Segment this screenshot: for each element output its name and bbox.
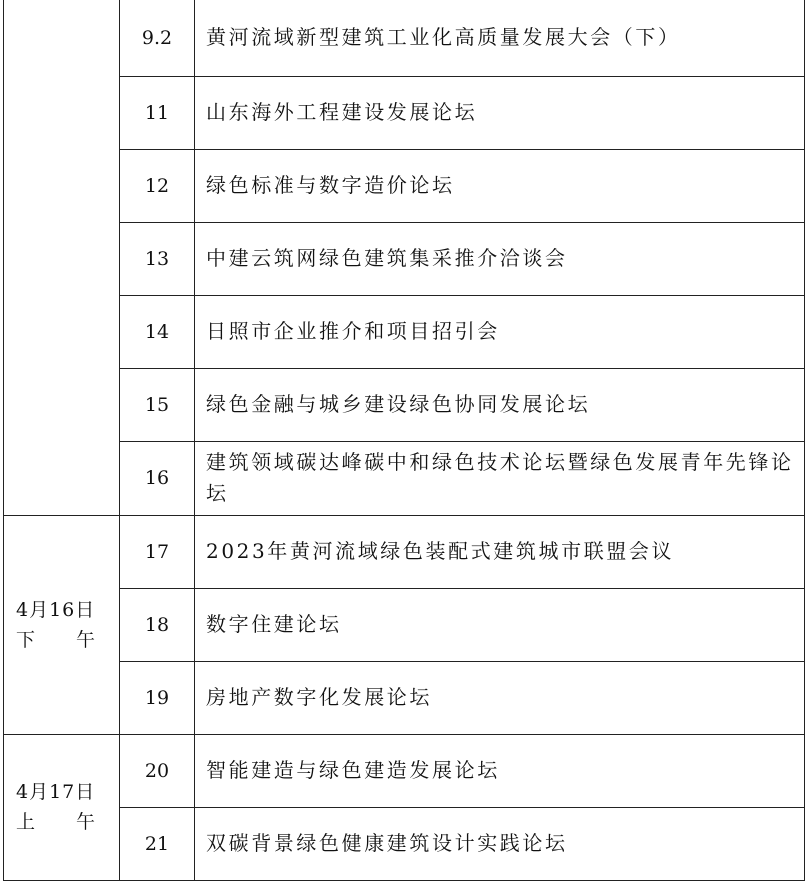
forum-number: 12 [120, 149, 195, 222]
forum-name: 绿色标准与数字造价论坛 [195, 149, 805, 222]
forum-number: 16 [120, 441, 195, 515]
forum-number: 17 [120, 515, 195, 588]
forum-number: 13 [120, 222, 195, 295]
forum-number: 18 [120, 588, 195, 661]
table-row [4, 807, 805, 880]
session-date-cell [4, 515, 120, 734]
table-row [4, 734, 805, 807]
table-row [4, 368, 805, 441]
forum-name: 房地产数字化发展论坛 [195, 661, 805, 734]
session-time: 下 午 [16, 628, 97, 651]
forum-name: 双碳背景绿色健康建筑设计实践论坛 [195, 807, 805, 880]
forum-name: 中建云筑网绿色建筑集采推介洽谈会 [195, 222, 805, 295]
session-date-cell [4, 734, 120, 880]
session-time: 上 午 [16, 811, 97, 833]
table-row [4, 222, 805, 295]
table-row [4, 441, 805, 515]
forum-number: 21 [120, 807, 195, 880]
session-date: 4月16日 [16, 598, 96, 621]
session-date: 4月17日 [16, 781, 96, 803]
forum-name: 山东海外工程建设发展论坛 [195, 76, 805, 149]
forum-number: 19 [120, 661, 195, 734]
forum-name: 日照市企业推介和项目招引会 [195, 295, 805, 368]
forum-number: 14 [120, 295, 195, 368]
forum-name: 智能建造与绿色建造发展论坛 [195, 734, 805, 807]
forum-name: 数字住建论坛 [195, 588, 805, 661]
forum-number: 20 [120, 734, 195, 807]
forum-number: 11 [120, 76, 195, 149]
forum-number: 9.2 [120, 0, 195, 76]
table-row [4, 295, 805, 368]
table-row [4, 149, 805, 222]
table-row [4, 588, 805, 661]
forum-name: 绿色金融与城乡建设绿色协同发展论坛 [195, 368, 805, 441]
session-date-cell [4, 0, 120, 515]
forum-number: 15 [120, 368, 195, 441]
forum-name: 黄河流域新型建筑工业化高质量发展大会（下） [195, 0, 805, 76]
table-row [4, 515, 805, 588]
table-row [4, 661, 805, 734]
agenda-table [3, 0, 805, 881]
forum-name: 建筑领域碳达峰碳中和绿色技术论坛暨绿色发展青年先锋论坛 [195, 441, 805, 515]
table-row [4, 0, 805, 76]
table-row [4, 76, 805, 149]
forum-name: 2023年黄河流域绿色装配式建筑城市联盟会议 [195, 515, 805, 588]
